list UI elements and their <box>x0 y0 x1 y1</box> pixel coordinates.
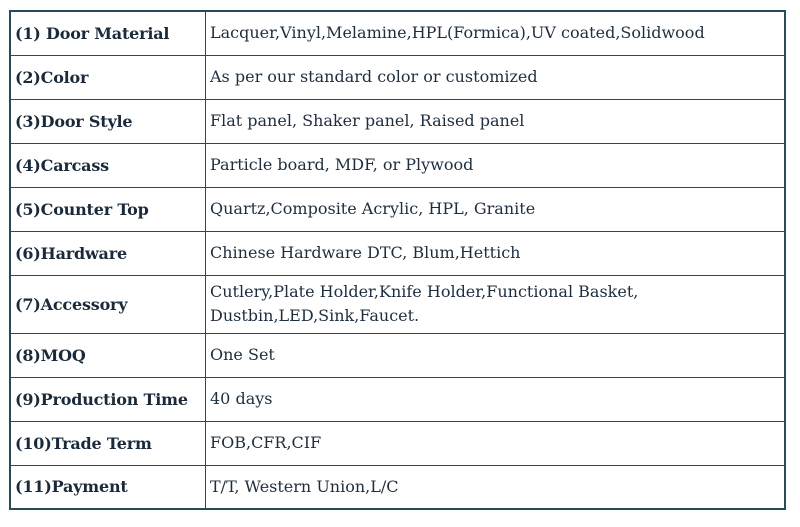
row-value: One Set <box>206 333 786 377</box>
spec-table <box>9 10 786 510</box>
table-row <box>10 421 785 465</box>
table-row <box>10 333 785 377</box>
row-value: Flat panel, Shaker panel, Raised panel <box>206 99 786 143</box>
table-row <box>10 465 785 509</box>
row-value: Particle board, MDF, or Plywood <box>206 143 786 187</box>
row-label: (10)Trade Term <box>10 421 206 465</box>
table-row <box>10 11 785 55</box>
row-value: T/T, Western Union,L/C <box>206 465 786 509</box>
row-value: Quartz,Composite Acrylic, HPL, Granite <box>206 187 786 231</box>
row-value: Lacquer,Vinyl,Melamine,HPL(Formica),UV coated,Solidwood <box>206 11 786 55</box>
row-label: (2)Color <box>10 55 206 99</box>
table-row <box>10 275 785 333</box>
table-row <box>10 99 785 143</box>
row-label: (5)Counter Top <box>10 187 206 231</box>
row-value: Chinese Hardware DTC, Blum,Hettich <box>206 231 786 275</box>
row-label: (7)Accessory <box>10 275 206 333</box>
row-value: Cutlery,Plate Holder,Knife Holder,Functional Basket, Dustbin,LED,Sink,Faucet. <box>206 275 786 333</box>
table-row <box>10 231 785 275</box>
table-row <box>10 143 785 187</box>
row-label: (3)Door Style <box>10 99 206 143</box>
row-value: 40 days <box>206 377 786 421</box>
table-row <box>10 377 785 421</box>
row-value: FOB,CFR,CIF <box>206 421 786 465</box>
row-value: As per our standard color or customized <box>206 55 786 99</box>
row-label: (9)Production Time <box>10 377 206 421</box>
row-label: (11)Payment <box>10 465 206 509</box>
row-label: (4)Carcass <box>10 143 206 187</box>
row-label: (6)Hardware <box>10 231 206 275</box>
table-row <box>10 187 785 231</box>
row-label: (1) Door Material <box>10 11 206 55</box>
table-row <box>10 55 785 99</box>
row-label: (8)MOQ <box>10 333 206 377</box>
